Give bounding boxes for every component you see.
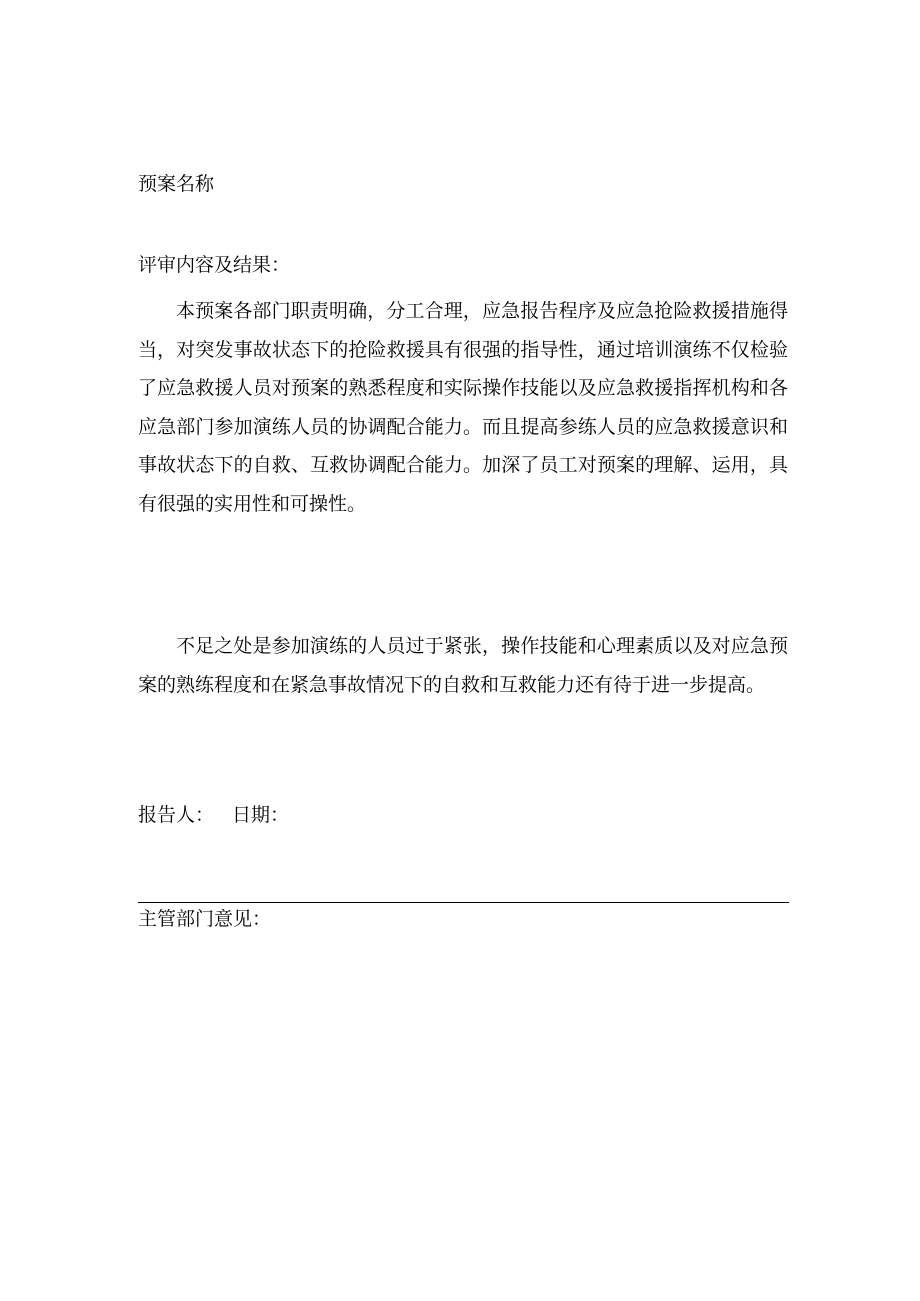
review-paragraph-1: 本预案各部门职责明确，分工合理，应急报告程序及应急抢险救援措施得当，对突发事故状态下的抢险救援具有很强的指导性，通过培训演练不仅检验了应急救援人员对预案的熟悉程度和实际操作技能以及应急救援指挥机构和各应急部门参加演练人员的协调配合能力。而且提高参练人员的应急救援意识和事故状态下的自救、互救协调配合能力。加深了员工对预案的理解、运用，具有很强的实用性和可操性。 [138, 300, 788, 515]
review-heading: 评审内容及结果： [138, 254, 291, 276]
dept-opinion-label: 主管部门意见： [138, 908, 272, 930]
section-divider [138, 902, 789, 903]
date-label: 日期： [232, 804, 290, 826]
reporter-date-line [138, 803, 289, 827]
plan-name-label: 预案名称 [138, 173, 215, 195]
reporter-label: 报告人： [138, 804, 215, 826]
review-paragraph-2: 不足之处是参加演练的人员过于紧张，操作技能和心理素质以及对应急预案的熟练程度和在紧急事故情况下的自救和互救能力还有待于进一步提高。 [138, 635, 788, 696]
